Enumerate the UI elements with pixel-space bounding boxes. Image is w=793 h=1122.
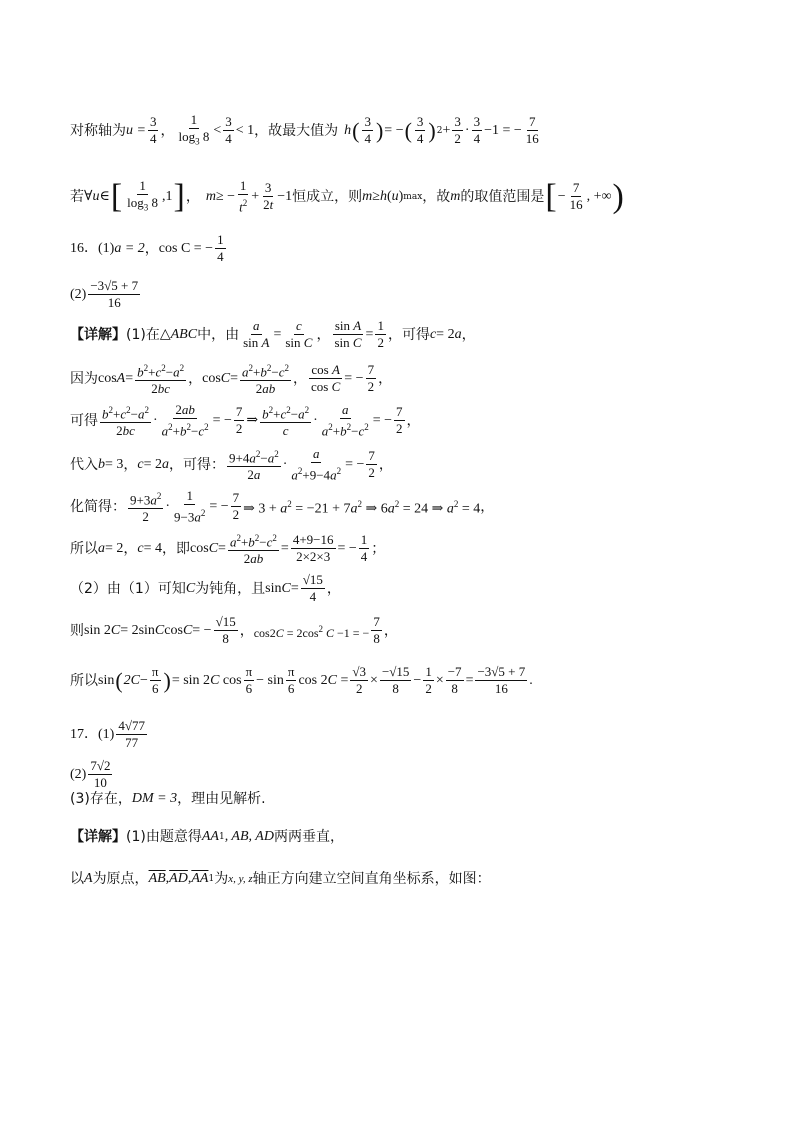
detail-line-8: 则 sin 2 C = 2sin C cos C = − $\frac{√15}{8}$ ， $\cos 2C = 2\cos^2$ C −1 = − $\frac{7}{8}$ ，	[70, 614, 398, 646]
q17-answer-2: (2) $\frac{7√2}{10}$	[70, 758, 111, 790]
frac-3-4b: $\frac{3}{4}$	[225, 114, 232, 147]
math-u-eq: u =	[126, 122, 146, 138]
q16-answer-2: (2) $\frac{-3√5 + 7}{16}$	[70, 278, 139, 310]
detail-line-9: 所以 sin ( 2C − $\frac{\pi}{6}$ ) = sin 2C cos $\frac{\pi}{6}$ − sin $\frac{\pi}{6}$ cos 2C = $\frac{√3}{2}$ × $\frac{-√15}{8}$ − $\frac{1}{2}$ × $\frac{-7}{8}$ = $\frac{-3√5 + 7}{16}$ .	[70, 664, 533, 696]
detail-line-6: 所以 a = 2 ， c = 4 ，即 cos C = $\frac{a^2+b^2-c^2}{2ab}$ = $\frac{4+9-16}{2\times 2\times 3}$ = − $\frac{1}{4}$ ；	[70, 530, 763, 567]
line-range: 若 ∀ u ∈ [ $\frac{1}{\log_3 8}$ ,1 ] ， m ≥ − $\frac{1}{t^2}$ + $\frac{3}{2t}$ −1 恒成立，则 m ≥ h ( u ) max ，故 m 的取值范围是 [ − $\frac{7}{16}$ , +∞ )	[70, 177, 624, 215]
frac-1-log: $\frac{1}{\log_3 8}$	[178, 112, 210, 147]
detail-line-1: 【详解】 (1)在 △ ABC 中，由 $\frac{a}{\text{sin A}}$ = $\frac{c}{\text{sin C}}$ ， $\frac{\text{sin A}}{\text{sin C}}$ = $\frac{1}{2}$ ，可得 c = 2 a ，	[70, 318, 476, 350]
detail-line-3: 可得 $\frac{b^2+c^2-a^2}{2bc}$ · $\frac{2ab}{a^2+b^2-c^2}$ = − $\frac{7}{2}$ ⇒ $\frac{b^2+c^2-a^2}{c}$ · $\frac{a}{a^2+b^2-c^2}$ = − $\frac{7}{2}$ ，	[70, 402, 421, 439]
detail-line-7: （2）由（1）可知 C 为钝角，且 sin C = $\frac{√15}{4}$ ，	[70, 572, 341, 604]
detail-line-4: 代入 b = 3 ， c = 2 a ，可得： $\frac{9+4a^2-a^2}{2a}$ · $\frac{a}{a^2+9-4a^2}$ = − $\frac{7}{2}$ ，	[70, 446, 393, 483]
frac-3-4: $\frac{3}{4}$	[149, 114, 157, 147]
detail-line-2: 因为 cos A = $\frac{b^2+c^2-a^2}{2bc}$ ， cos C = $\frac{a^2+b^2-c^2}{2ab}$ ， $\frac{\text{cos A}}{\text{cos C}}$ = − $\frac{7}{2}$ ，	[70, 360, 763, 397]
q17-answer-1: 17． (1) $\frac{4√77}{77}$	[70, 718, 145, 750]
frac-7-16: $\frac{7}{16}$	[525, 114, 539, 147]
q16-answer-1: 16． (1) a = 2 ， cos C = − $\frac{1}{4}$	[70, 232, 224, 264]
q17-answer-3: (3)存在， DM = 3 ，理由见解析.	[70, 791, 266, 807]
q17-detail-2: 以 A 为原点， $\overline{AB}$ , $\overline{AD}$ , $\overline{AA}$ 1 为 x, y, z 轴正方向建立空间直角坐标系，如图：	[70, 871, 491, 887]
line-axis-max: 对称轴为 u = $\frac{3}{4}$ ， $\frac{1}{\log_3 8}$ < $\frac{3}{4}$ < 1 ，故最大值为 h ( $\frac{3}{4}$ ) = − ( $\frac{3}{4}$ ) 2 + $\frac{3}{2}$ · $\frac{3}{4}$ −1 = − $\frac{7}{16}$	[70, 112, 763, 150]
q17-detail-1: 【详解】 (1)由题意得 AA 1 , AB, AD 两两垂直，	[70, 829, 344, 845]
detail-line-5: 化简得： $\frac{9+3a^2}{2}$ · $\frac{1}{9-3a^2}$ = − $\frac{7}{2}$ ⇒ $3 + a^2 = -21 + 7a^2$ ⇒ $6a^2 = 24$ ⇒ $a^2 = 4$ ，	[70, 488, 495, 525]
text-max: ，故最大值为	[254, 122, 339, 139]
text-axis: 对称轴为	[70, 122, 126, 139]
